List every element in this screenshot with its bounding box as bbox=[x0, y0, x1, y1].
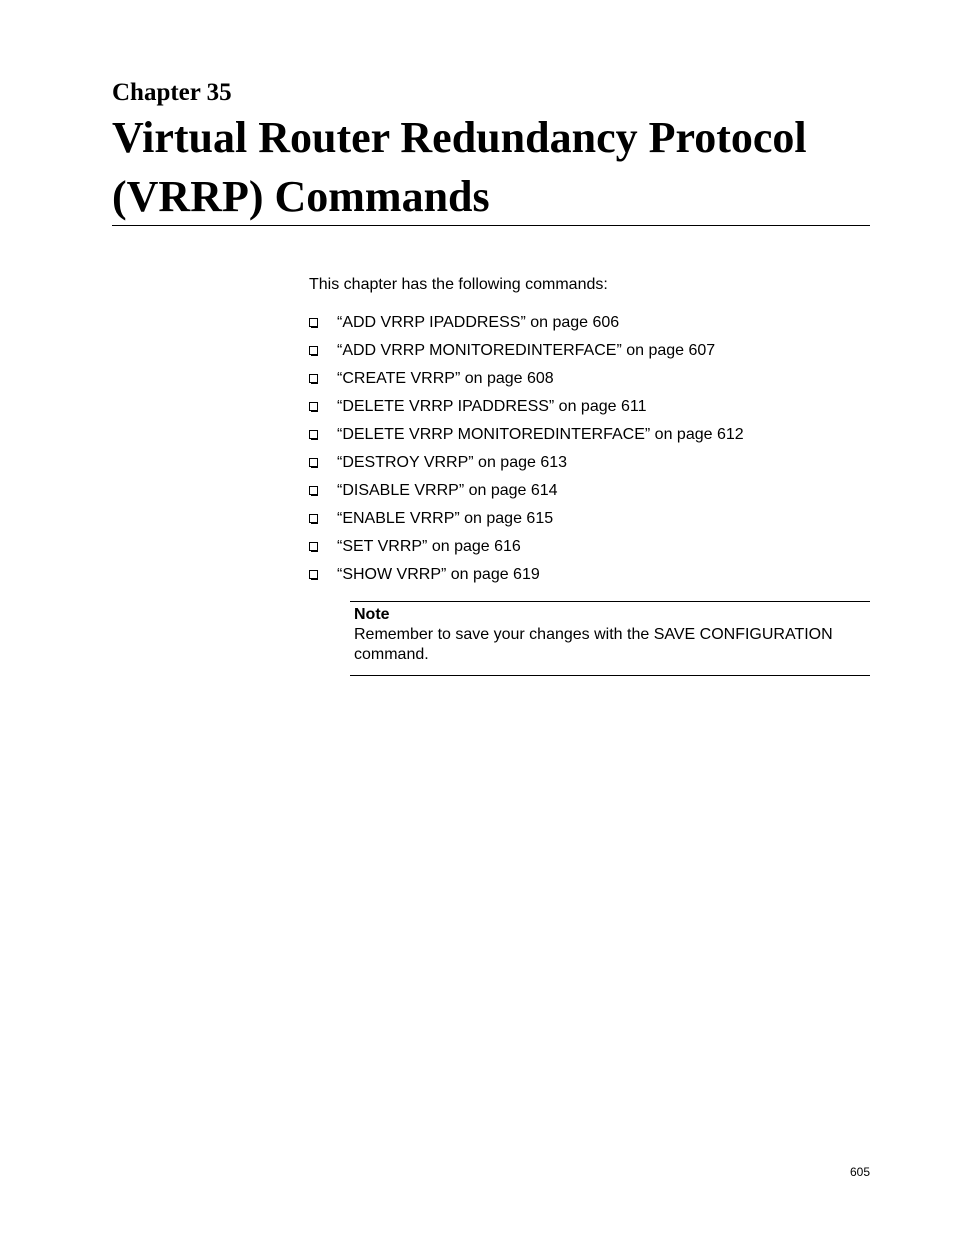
chapter-title: Virtual Router Redundancy Protocol (VRRP) Commands bbox=[112, 113, 807, 221]
list-item bbox=[309, 481, 744, 509]
list-item bbox=[309, 453, 744, 481]
command-link[interactable]: “DISABLE VRRP” on page 614 bbox=[337, 482, 558, 499]
box-bullet-icon bbox=[309, 542, 319, 552]
list-item bbox=[309, 397, 744, 425]
box-bullet-icon bbox=[309, 486, 319, 496]
list-item bbox=[309, 565, 744, 593]
command-list bbox=[309, 313, 744, 593]
chapter-label: Chapter 35 bbox=[112, 79, 232, 106]
command-link[interactable]: “DESTROY VRRP” on page 613 bbox=[337, 454, 568, 471]
box-bullet-icon bbox=[309, 318, 319, 328]
command-link[interactable]: “DELETE VRRP MONITOREDINTERFACE” on page 612 bbox=[337, 426, 744, 443]
note-box bbox=[350, 601, 870, 676]
box-bullet-icon bbox=[309, 346, 319, 356]
command-link[interactable]: “ADD VRRP IPADDRESS” on page 606 bbox=[337, 314, 620, 331]
command-link[interactable]: “SET VRRP” on page 616 bbox=[337, 538, 521, 555]
box-bullet-icon bbox=[309, 430, 319, 440]
command-link[interactable]: “ENABLE VRRP” on page 615 bbox=[337, 510, 554, 527]
list-item bbox=[309, 369, 744, 397]
intro-text: This chapter has the following commands: bbox=[309, 276, 608, 293]
list-item bbox=[309, 313, 744, 341]
command-link[interactable]: “CREATE VRRP” on page 608 bbox=[337, 370, 554, 387]
command-link[interactable]: “SHOW VRRP” on page 619 bbox=[337, 566, 540, 583]
command-link[interactable]: “ADD VRRP MONITOREDINTERFACE” on page 607 bbox=[337, 342, 716, 359]
page-number: 605 bbox=[850, 1165, 871, 1179]
note-text: Remember to save your changes with the SAVE CONFIGURATION command. bbox=[354, 626, 833, 663]
box-bullet-icon bbox=[309, 570, 319, 580]
command-link[interactable]: “DELETE VRRP IPADDRESS” on page 611 bbox=[337, 398, 647, 415]
note-title: Note bbox=[354, 606, 390, 623]
box-bullet-icon bbox=[309, 402, 319, 412]
box-bullet-icon bbox=[309, 458, 319, 468]
list-item bbox=[309, 425, 744, 453]
box-bullet-icon bbox=[309, 514, 319, 524]
title-divider bbox=[112, 225, 870, 226]
list-item bbox=[309, 341, 744, 369]
list-item bbox=[309, 537, 744, 565]
list-item bbox=[309, 509, 744, 537]
box-bullet-icon bbox=[309, 374, 319, 384]
